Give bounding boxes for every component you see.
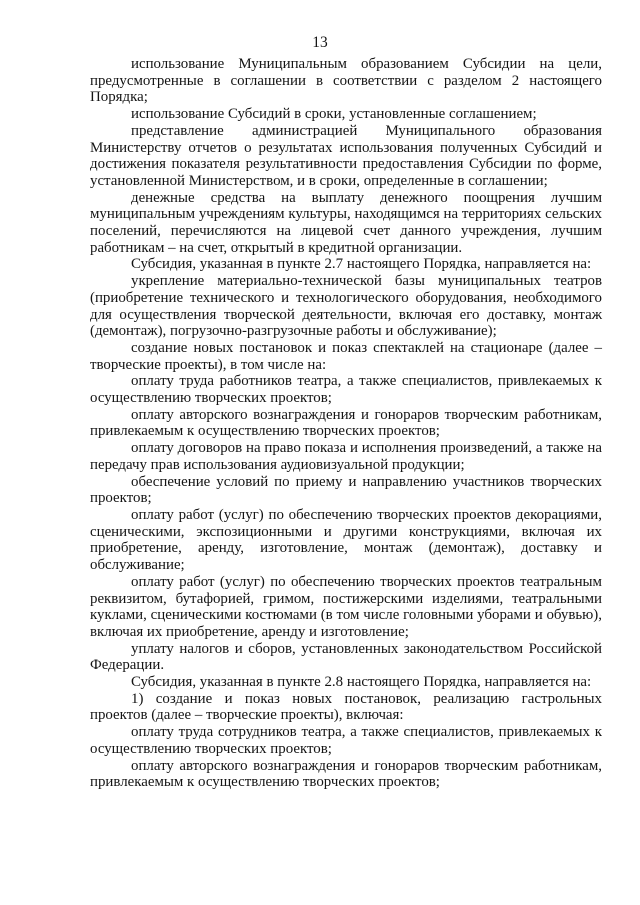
document-body (90, 56, 602, 791)
paragraph: использование Субсидий в сроки, установленные соглашением; (131, 106, 537, 123)
paragraph: Субсидия, указанная в пункте 2.8 настоящего Порядка, направляется на: (131, 674, 592, 691)
paragraph: оплату работ (услуг) по обеспечению творческих проектов театральным реквизитом, бутафорией, гримом, постижерскими изделиями, театральными куклами, сценическими костюмами (в том числе головными уборами и обувью), включая их приобретение, аренду и изготовление; (90, 573, 602, 640)
paragraph: укрепление материально-технической базы муниципальных театров (приобретение технического и технологического оборудования, необходимого для осуществления творческой деятельности, включая его доставку, монтаж (демонтаж), погрузочно-разгрузочные работы и обслуживание); (90, 273, 602, 340)
paragraph: использование Муниципальным образованием Субсидии на цели, предусмотренные в соглашении в соответствии с разделом 2 настоящего Порядка; (90, 56, 602, 106)
paragraph: Субсидия, указанная в пункте 2.7 настоящего Порядка, направляется на: (131, 256, 592, 273)
paragraph: оплату авторского вознаграждения и гонораров творческим работникам, привлекаемым к осуществлению творческих проектов; (90, 406, 602, 440)
paragraph: представление администрацией Муниципального образования Министерству отчетов о результатах использования полученных Субсидий и достижения показателя результативности предоставления Субсидии по форме, установленной Министерством, и в сроки, определенные в соглашении; (90, 122, 602, 189)
paragraph: обеспечение условий по приему и направлению участников творческих проектов; (90, 473, 602, 507)
paragraph: оплату труда сотрудников театра, а также специалистов, привлекаемых к осуществлению творческих проектов; (90, 724, 602, 757)
paragraph: оплату авторского вознаграждения и гонораров творческим работникам, привлекаемым к осуществлению творческих проектов; (90, 757, 602, 791)
paragraph: 1) создание и показ новых постановок, реализацию гастрольных проектов (далее – творческие проекты), включая: (90, 690, 602, 724)
page-number: 13 (312, 34, 328, 51)
paragraph: оплату труда работников театра, а также специалистов, привлекаемых к осуществлению творческих проектов; (90, 373, 602, 407)
paragraph: уплату налогов и сборов, установленных законодательством Российской Федерации. (90, 640, 602, 674)
paragraph: оплату работ (услуг) по обеспечению творческих проектов декорациями, сценическими, экспозиционными и другими конструкциями, включая их приобретение, аренду, изготовление, монтаж (демонтаж), доставку и обслуживание; (90, 506, 602, 574)
paragraph: денежные средства на выплату денежного поощрения лучшим муниципальным учреждениям культуры, находящимся на территориях сельских поселений, перечисляются на лицевой счет данного учреждения, лучшим работникам – на счет, открытый в кредитной организации. (90, 189, 602, 256)
paragraph: создание новых постановок и показ спектаклей на стационаре (далее – творческие проекты), в том числе на: (90, 339, 602, 373)
paragraph: оплату договоров на право показа и исполнения произведений, а также на передачу прав использования аудиовизуальной продукции; (90, 440, 602, 473)
